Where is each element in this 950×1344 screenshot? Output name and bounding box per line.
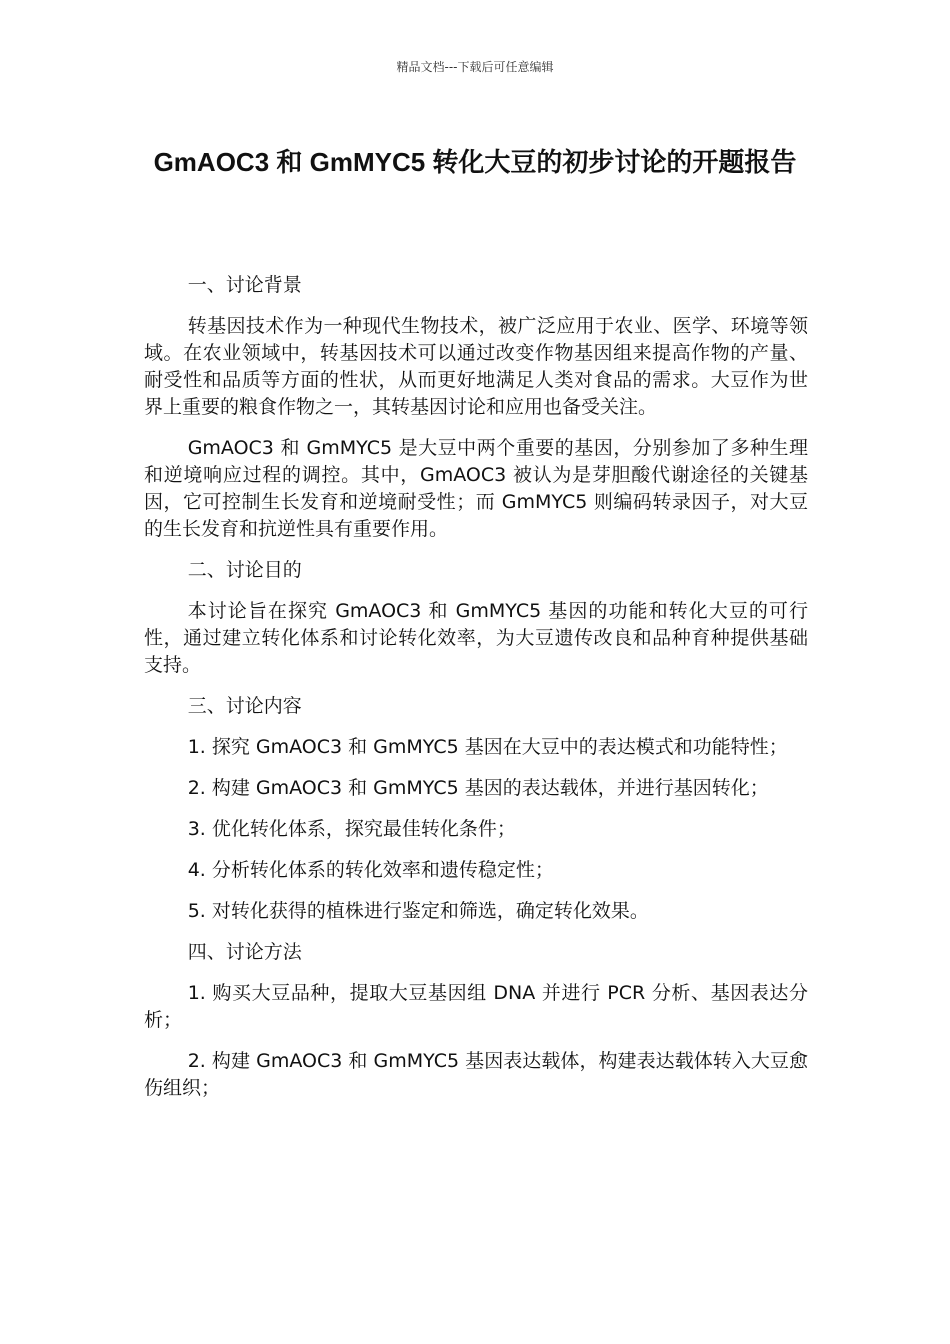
list-item: 4. 分析转化体系的转化效率和遗传稳定性； — [187, 859, 554, 881]
document-title: GmAOC3 和 GmMYC5 转化大豆的初步讨论的开题报告 — [153, 147, 797, 177]
section-heading-methods: 四、讨论方法 — [187, 941, 302, 963]
list-item: 3. 优化转化体系，探究最佳转化条件； — [187, 818, 516, 840]
list-item: 1. 探究 GmAOC3 和 GmMYC5 基因在大豆中的表达模式和功能特性； — [187, 736, 788, 758]
list-item: 5. 对转化获得的植株进行鉴定和筛选，确定转化效果。 — [187, 900, 649, 922]
page-header: 精品文档---下载后可任意编辑 — [396, 60, 554, 74]
paragraph-background: 转基因技术作为一种现代生物技术，被广泛应用于农业、医学、环境等领域。在农业领域中，转基因技术可以通过改变作物基因组来提高作物的产量、耐受性和品质等方面的性状，从而更好地满足人类对食品的需求。大豆作为世界上重要的粮食作物之一，其转基因讨论和应用也备受关注。 — [144, 315, 808, 418]
list-item: 2. 构建 GmAOC3 和 GmMYC5 基因表达载体，构建表达载体转入大豆愈伤组织； — [144, 1050, 808, 1099]
document-body — [144, 272, 808, 1116]
paragraph-purpose: 本讨论旨在探究 GmAOC3 和 GmMYC5 基因的功能和转化大豆的可行性，通过建立转化体系和讨论转化效率，为大豆遗传改良和品种育种提供基础支持。 — [144, 600, 808, 676]
section-heading-purpose: 二、讨论目的 — [187, 559, 302, 581]
list-item: 2. 构建 GmAOC3 和 GmMYC5 基因的表达载体，并进行基因转化； — [187, 777, 769, 799]
paragraph-genes: GmAOC3 和 GmMYC5 是大豆中两个重要的基因，分别参加了多种生理和逆境响应过程的调控。其中，GmAOC3 被认为是芽胆酸代谢途径的关键基因，它可控制生长发育和逆境耐受性；而 GmMYC5 则编码转录因子，对大豆的生长发育和抗逆性具有重要作用。 — [144, 437, 808, 540]
section-heading-content: 三、讨论内容 — [187, 695, 302, 717]
list-item: 1. 购买大豆品种，提取大豆基因组 DNA 并进行 PCR 分析、基因表达分析； — [144, 982, 808, 1031]
section-heading-background: 一、讨论背景 — [187, 274, 302, 296]
